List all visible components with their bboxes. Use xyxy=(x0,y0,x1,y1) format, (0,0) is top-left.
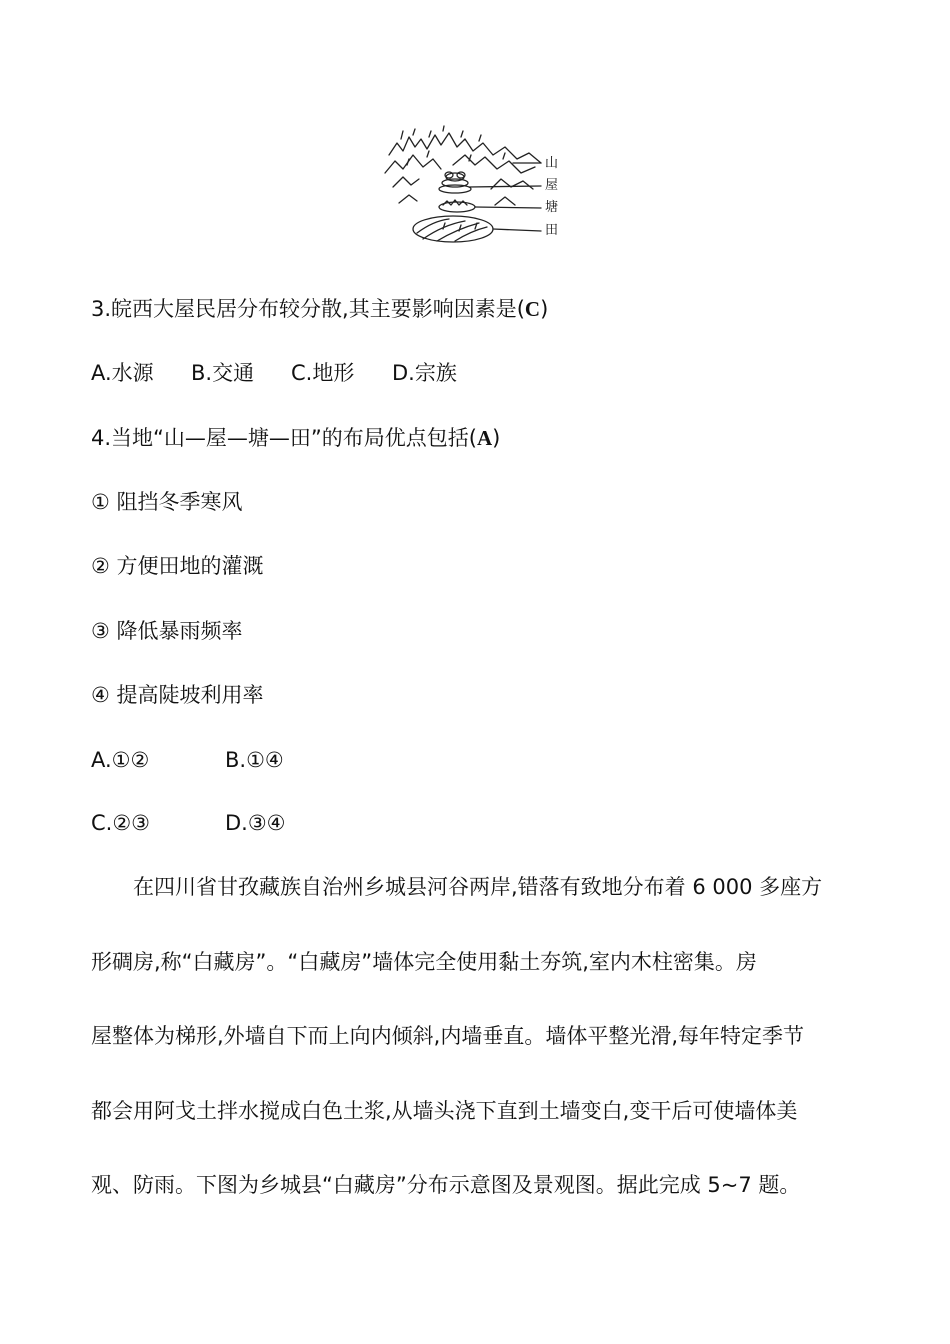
q4-item-1: ① 阻挡冬季寒风 xyxy=(91,490,243,514)
question-4-stem xyxy=(91,425,500,451)
q4-option-c: C.②③ xyxy=(91,811,150,835)
passage-line-5: 观、防雨。下图为乡城县“白藏房”分布示意图及景观图。据此完成 5~7 题。 xyxy=(91,1173,801,1197)
q4-item-3: ③ 降低暴雨频率 xyxy=(91,619,243,643)
q3-option-d: D.宗族 xyxy=(392,361,457,385)
passage-line-2: 形碉房,称“白藏房”。“白藏房”墙体完全使用黏土夯筑,室内木柱密集。房 xyxy=(91,950,757,974)
question-4-close: ) xyxy=(492,426,501,450)
q3-option-b: B.交通 xyxy=(191,361,255,385)
question-4-text: 4.当地“山—屋—塘—田”的布局优点包括( xyxy=(91,426,477,450)
question-3-stem xyxy=(91,296,548,322)
question-3-close: ) xyxy=(540,297,549,321)
question-3-answer: C xyxy=(524,297,541,321)
q4-option-d: D.③④ xyxy=(225,811,286,835)
q4-item-2: ② 方便田地的灌溉 xyxy=(91,554,264,578)
q3-option-a: A.水源 xyxy=(91,361,154,385)
passage-line-4: 都会用阿戈土拌水搅成白色土浆,从墙头浇下直到土墙变白,变干后可使墙体美 xyxy=(91,1099,798,1123)
label-pond: 塘 xyxy=(545,200,559,215)
q4-option-a: A.①② xyxy=(91,748,150,772)
q3-option-c: C.地形 xyxy=(291,361,355,385)
label-house: 屋 xyxy=(545,178,559,193)
label-field: 田 xyxy=(545,223,559,238)
q4-item-4: ④ 提高陡坡利用率 xyxy=(91,683,264,707)
passage-line-1: 在四川省甘孜藏族自治州乡城县河谷两岸,错落有致地分布着 6 000 多座方 xyxy=(133,875,823,899)
q4-option-b: B.①④ xyxy=(225,748,284,772)
label-mountain: 山 xyxy=(545,156,559,171)
question-3-text: 3.皖西大屋民居分布较分散,其主要影响因素是( xyxy=(91,297,525,321)
passage-line-3: 屋整体为梯形,外墙自下而上向内倾斜,内墙垂直。墙体平整光滑,每年特定季节 xyxy=(91,1024,805,1048)
question-4-answer: A xyxy=(477,426,493,450)
layout-sketch-figure xyxy=(383,125,568,247)
mountain-house-pond-field-sketch xyxy=(383,125,543,247)
